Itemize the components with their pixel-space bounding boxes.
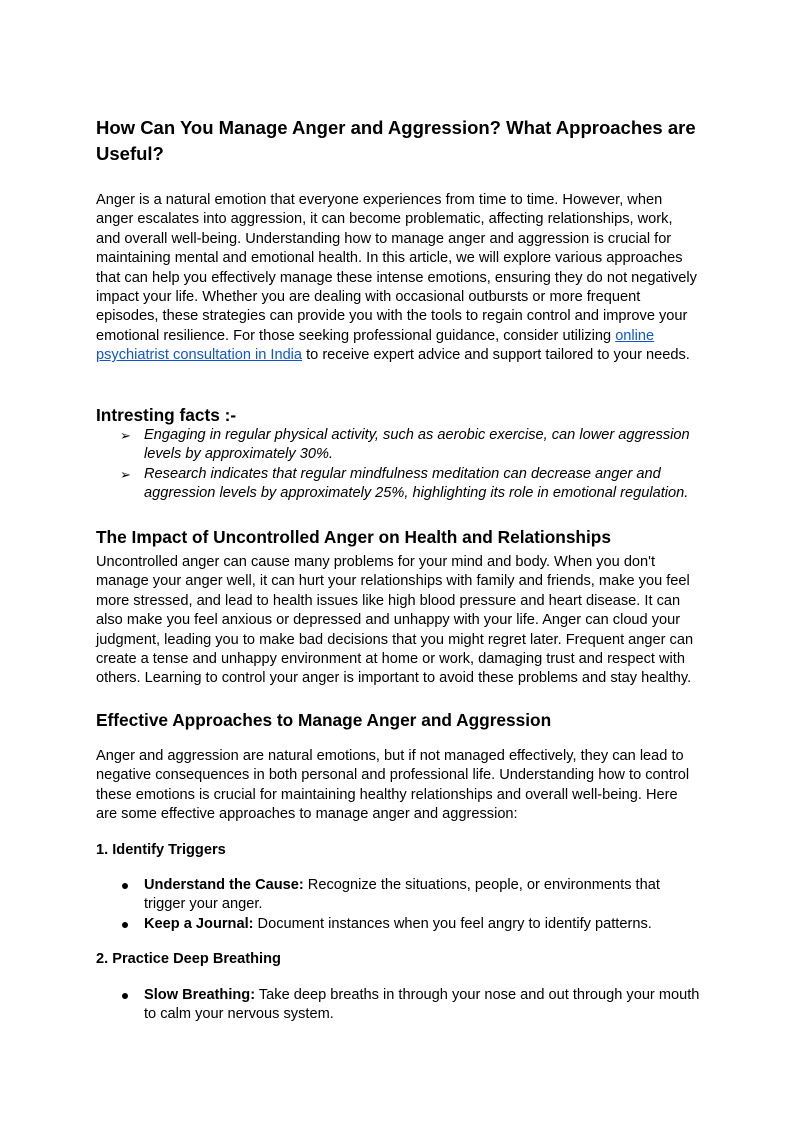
item-label: Understand the Cause: xyxy=(144,877,304,893)
intro-text-after-link: to receive expert advice and support tailored to your needs. xyxy=(302,347,690,364)
identify-triggers-list xyxy=(96,876,700,934)
deep-breathing-heading: 2. Practice Deep Breathing xyxy=(96,951,281,967)
fact-text: Research indicates that regular mindfulness meditation can decrease anger and aggression levels by approximately 25%, highlighting its role in emotional regulation. xyxy=(144,465,689,502)
bullet-dot-icon xyxy=(122,993,128,999)
bullet-dot-icon xyxy=(122,922,128,928)
impact-paragraph: Uncontrolled anger can cause many problems for your mind and body. When you don't manage your anger well, it can hurt your relationships with family and friends, make you feel more stressed, and lead to health issues like high blood pressure and heart disease. It can also make you feel anxious or depressed and unhappy with your life. Anger can cloud your judgment, leading you to make bad decisions that you might regret later. Frequent anger can create a tense and unhappy environment at home or work, damaging trust and respect with others. Learning to control your anger is important to avoid these problems and stay healthy. xyxy=(96,554,694,687)
item-text: Document instances when you feel angry to identify patterns. xyxy=(253,915,652,932)
fact-item xyxy=(96,465,700,504)
list-item xyxy=(96,986,700,1025)
item-text: Recognize the situations, people, or environments that trigger your anger. xyxy=(144,877,660,913)
intro-text-before-link: Anger is a natural emotion that everyone experiences from time to time. However, when anger escalates into aggression, it can become problematic, affecting relationships, work, and overall well-being. Understanding how to manage anger and aggression is crucial for maintaining mental and emotional health. In this article, we will explore various approaches that can help you effectively manage these intense emotions, ensuring they do not negatively impact your life. Whether you are dealing with occasional outbursts or more frequent episodes, these strategies can provide you with the tools to regain control and improve your emotional resilience. For those seeking professional guidance, consider utilizing xyxy=(96,192,697,344)
arrow-bullet-icon: ➢ xyxy=(120,466,131,482)
bullet-dot-icon xyxy=(122,883,128,889)
facts-heading: Intresting facts :- xyxy=(96,405,237,425)
item-label: Keep a Journal: xyxy=(144,915,254,932)
document-title: How Can You Manage Anger and Aggression? What Approaches are Useful? xyxy=(96,117,696,164)
fact-item xyxy=(96,426,700,465)
item-label: Slow Breathing: xyxy=(144,987,256,1003)
identify-triggers-heading: 1. Identify Triggers xyxy=(96,842,226,858)
facts-list xyxy=(96,426,700,504)
item-text: Take deep breaths in through your nose and out through your mouth to calm your nervous system. xyxy=(144,987,700,1023)
list-item xyxy=(96,876,700,915)
approaches-paragraph: Anger and aggression are natural emotions, but if not managed effectively, they can lead to negative consequences in both personal and professional life. Understanding how to control these emotions is crucial for maintaining healthy relationships and overall well-being. Here are some effective approaches to manage anger and aggression: xyxy=(96,748,690,823)
deep-breathing-list xyxy=(96,986,700,1025)
approaches-heading: Effective Approaches to Manage Anger and Aggression xyxy=(96,710,552,730)
list-item xyxy=(96,915,700,934)
impact-heading: The Impact of Uncontrolled Anger on Health and Relationships xyxy=(96,527,611,547)
fact-text: Engaging in regular physical activity, such as aerobic exercise, can lower aggression levels by approximately 30%. xyxy=(144,427,690,463)
psychiatrist-consultation-link[interactable]: online psychiatrist consultation in India xyxy=(96,327,655,364)
intro-paragraph xyxy=(96,191,700,366)
arrow-bullet-icon: ➢ xyxy=(120,428,131,443)
